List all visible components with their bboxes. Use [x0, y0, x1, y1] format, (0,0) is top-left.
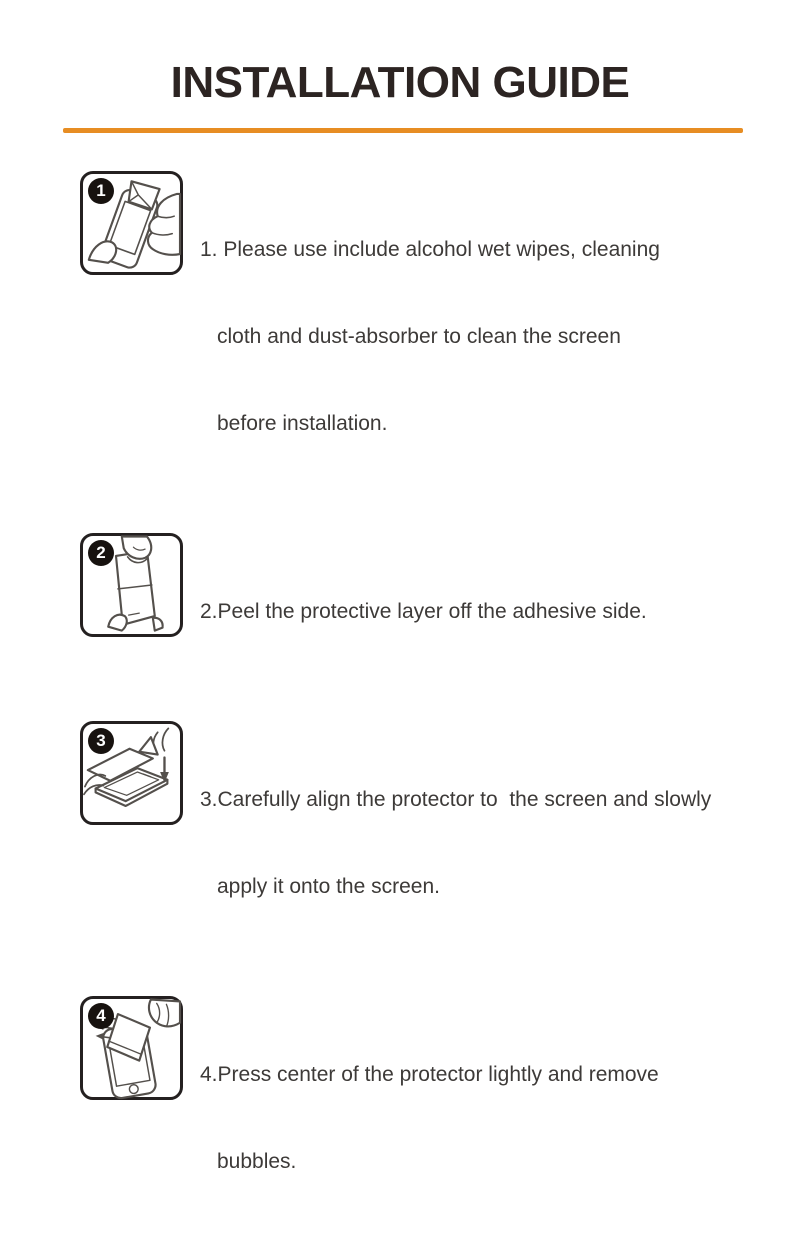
step-1-text — [200, 171, 785, 496]
step-3-illustration — [80, 721, 183, 825]
step-1-illustration — [80, 171, 183, 275]
step-row-2 — [80, 533, 800, 684]
step-2-line-1: 2.Peel the protective layer off the adhesive side. — [200, 600, 647, 624]
step-1-number-badge: 1 — [88, 178, 114, 204]
step-3-text — [200, 721, 785, 959]
steps-list — [0, 171, 800, 1234]
step-4-text — [200, 996, 785, 1234]
step-4-line-2: bubbles. — [217, 1150, 297, 1174]
step-row-4 — [80, 996, 800, 1234]
step-row-1 — [80, 171, 800, 496]
step-2-illustration — [80, 533, 183, 637]
title-divider — [63, 128, 743, 133]
step-4-line-1: 4.Press center of the protector lightly and remove — [200, 1063, 659, 1087]
step-1-line-2: cloth and dust-absorber to clean the screen — [217, 325, 621, 349]
step-4-illustration — [80, 996, 183, 1100]
step-3-line-2: apply it onto the screen. — [217, 875, 440, 899]
step-4-number-badge: 4 — [88, 1003, 114, 1029]
step-2-number-badge: 2 — [88, 540, 114, 566]
page-title: INSTALLATION GUIDE — [170, 58, 630, 107]
step-1-line-3: before installation. — [217, 412, 388, 436]
step-3-line-1: 3.Carefully align the protector to the screen and slowly — [200, 788, 712, 812]
step-1-line-1: 1. Please use include alcohol wet wipes, cleaning — [200, 238, 660, 262]
installation-guide-page — [0, 58, 800, 1174]
step-2-text — [200, 533, 785, 684]
step-row-3 — [80, 721, 800, 959]
step-3-number-badge: 3 — [88, 728, 114, 754]
